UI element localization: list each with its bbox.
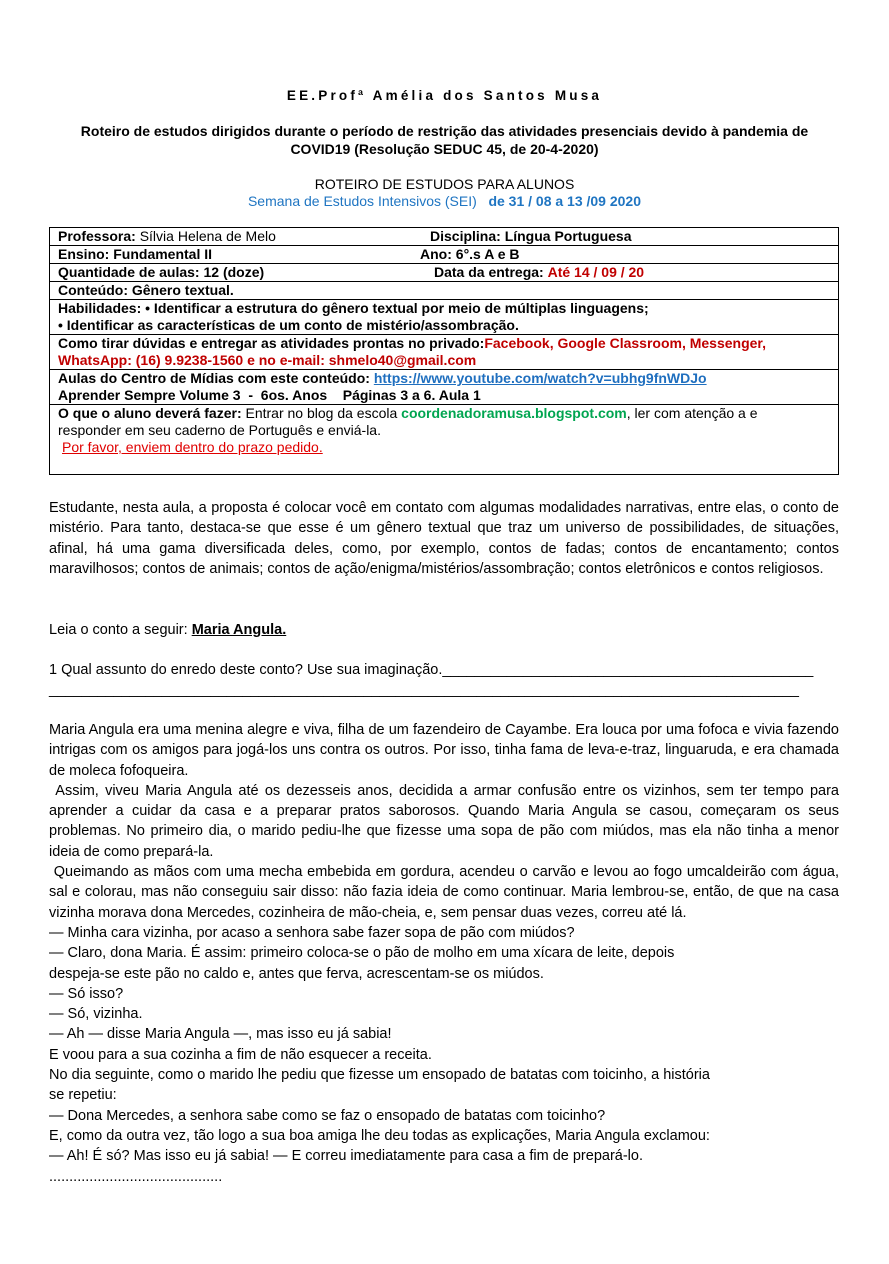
- delivery-value: Até 14 / 09 / 20: [547, 264, 645, 280]
- dialogue-line: — Ah! É só? Mas isso eu já sabia! — E correu imediatamente para casa a fim de prepará-lo.: [49, 1148, 643, 1165]
- question-1: 1 Qual assunto do enredo deste conto? Use sua imaginação.______________________________________________: [49, 662, 814, 678]
- dialogue-line: No dia seguinte, como o marido lhe pediu que fizesse um ensopado de batatas com toicinho, a história: [49, 1067, 710, 1084]
- skills-label: Habilidades:: [58, 300, 142, 316]
- level-value: Fundamental II: [113, 246, 213, 262]
- document-title: Roteiro de estudos dirigidos durante o período de restrição das atividades presenciais devido à pandemia de COVID19 (Resolução SEDUC 45, de 20-4-2020): [80, 123, 809, 157]
- subject-value: Língua Portuguesa: [504, 228, 632, 244]
- ellipsis-line: ...........................................: [49, 1168, 223, 1185]
- lessons-label: Quantidade de aulas:: [58, 264, 200, 280]
- dialogue-line: E, como da outra vez, tão logo a sua boa amiga lhe deu todas as explicações, Maria Angula exclamou:: [49, 1127, 710, 1144]
- answer-line: _____________________________________________________________________________________________: [49, 682, 799, 698]
- story-dialogue: [49, 923, 839, 1187]
- dialogue-line: — Claro, dona Maria. É assim: primeiro coloca-se o pão de molho em uma xícara de leite, depois: [49, 945, 675, 962]
- week-line: [0, 193, 889, 209]
- dialogue-line: despeja-se este pão no caldo e, antes que ferva, acrescentam-se os miúdos.: [49, 965, 544, 982]
- task-text-1: Entrar no blog da escola: [245, 405, 398, 421]
- teacher-value: Sílvia Helena de Melo: [139, 228, 276, 244]
- dialogue-line: — Só isso?: [49, 985, 124, 1002]
- story-text: [49, 720, 844, 923]
- level-row: [58, 246, 830, 263]
- story-paragraph: Maria Angula era uma menina alegre e viva, filha de um fazendeiro de Cayambe. Era louca por uma fofoca e vivia fazendo intrigas com os amigos para jogá-los uns contra os outros. Por isso, tinha fama de leva-e-traz, linguaruda, e era chamada de moleca fofoqueira.: [49, 722, 844, 779]
- teacher-row: [58, 228, 830, 245]
- task-label: O que o aluno deverá fazer:: [58, 405, 242, 421]
- contact-label: Como tirar dúvidas e entregar as atividades prontas no privado:: [58, 335, 485, 351]
- school-name: EE.Profª Amélia dos Santos Musa: [286, 88, 603, 103]
- skill-2: • Identificar as características de um conto de mistério/assombração.: [58, 317, 519, 333]
- dialogue-line: E voou para a sua cozinha a fim de não esquecer a receita.: [49, 1046, 432, 1063]
- lessons-row: [58, 264, 830, 281]
- year-label: Ano:: [420, 246, 452, 262]
- task-text-3: responder em seu caderno de Português e enviá-la.: [58, 422, 381, 438]
- week-label: Semana de Estudos Intensivos (SEI): [247, 193, 477, 209]
- skill-1: • Identificar a estrutura do gênero textual por meio de múltiplas linguagens;: [145, 300, 649, 316]
- students-heading: ROTEIRO DE ESTUDOS PARA ALUNOS: [314, 176, 575, 192]
- delivery-label: Data da entrega:: [434, 264, 544, 280]
- level-label: Ensino:: [58, 246, 110, 262]
- dialogue-line: — Ah — disse Maria Angula —, mas isso eu já sabia!: [49, 1026, 392, 1043]
- dialogue-line: — Dona Mercedes, a senhora sabe como se faz o ensopado de batatas com toicinho?: [49, 1107, 606, 1124]
- read-prompt-line: [49, 620, 839, 640]
- dialogue-line: — Minha cara vizinha, por acaso a senhora sabe fazer sopa de pão com miúdos?: [49, 925, 575, 941]
- week-dates: de 31 / 08 a 13 /09 2020: [488, 193, 642, 209]
- subject-label: Disciplina:: [430, 228, 501, 244]
- story-title: Maria Angula.: [191, 622, 287, 638]
- content-value: Gênero textual.: [131, 282, 234, 298]
- teacher-label: Professora:: [58, 228, 136, 244]
- story-paragraph: Queimando as mãos com uma mecha embebida em gordura, acendeu o carvão e levou ao fogo umcaldeirão com água, sal e colorau, mas não conseguiu sair disso: não fazia ideia de como continuar. Maria lembrou-se, então, de que na casa vizinha morava dona Mercedes, cozinheira de mão-cheia, e, sem pensar duas vezes, correu até lá.: [49, 864, 844, 921]
- story-paragraph: Assim, viveu Maria Angula até os dezesseis anos, decidida a armar confusão entre os vizinhos, sem ter tempo para aprender a cuidar da casa e a preparar pratos saborosos. Quando Maria Angula se casou, começaram os seus problemas. No primeiro dia, o marido pediu-lhe que fizesse uma sopa de pão com miúdos, mas ela não tinha a menor ideia de como prepará-la.: [49, 782, 844, 860]
- task-note: Por favor, enviem dentro do prazo pedido.: [62, 439, 323, 455]
- task-blog: coordenadoramusa.blogspot.com: [401, 405, 627, 421]
- contact-channels: Facebook, Google Classroom, Messenger,: [484, 335, 766, 351]
- year-value: 6°.s A e B: [455, 246, 520, 262]
- contact-whatsapp: WhatsApp: (16) 9.9238-1560 e no e-mail: shmelo40@gmail.com: [58, 352, 477, 368]
- book-reference: Aprender Sempre Volume 3 - 6os. Anos Páginas 3 a 6. Aula 1: [58, 387, 481, 403]
- info-table: [49, 227, 839, 475]
- lessons-value: 12 (doze): [203, 264, 265, 280]
- media-link[interactable]: https://www.youtube.com/watch?v=ubhg9fnWDJo: [373, 370, 707, 386]
- dialogue-line: se repetiu:: [49, 1087, 117, 1104]
- content-label: Conteúdo:: [58, 282, 128, 298]
- task-text-2: , ler com atenção a e: [626, 405, 758, 421]
- dialogue-line: — Só, vizinha.: [49, 1006, 143, 1023]
- media-label: Aulas do Centro de Mídias com este conteúdo:: [58, 370, 370, 386]
- read-prompt: Leia o conto a seguir:: [49, 622, 192, 638]
- intro-paragraph: Estudante, nesta aula, a proposta é colocar você em contato com algumas modalidades narrativas, entre elas, o conto de mistério. Para tanto, destaca-se que esse é um gênero textual que traz um universo de possibilidades, de situações, afinal, há uma gama diversificada deles, como, por exemplo, contos de fadas; contos de encantamento; contos maravilhosos; contos de animais; contos de ação/enigma/mistérios/assombração; contos eletrônicos e contos religiosos.: [49, 500, 839, 577]
